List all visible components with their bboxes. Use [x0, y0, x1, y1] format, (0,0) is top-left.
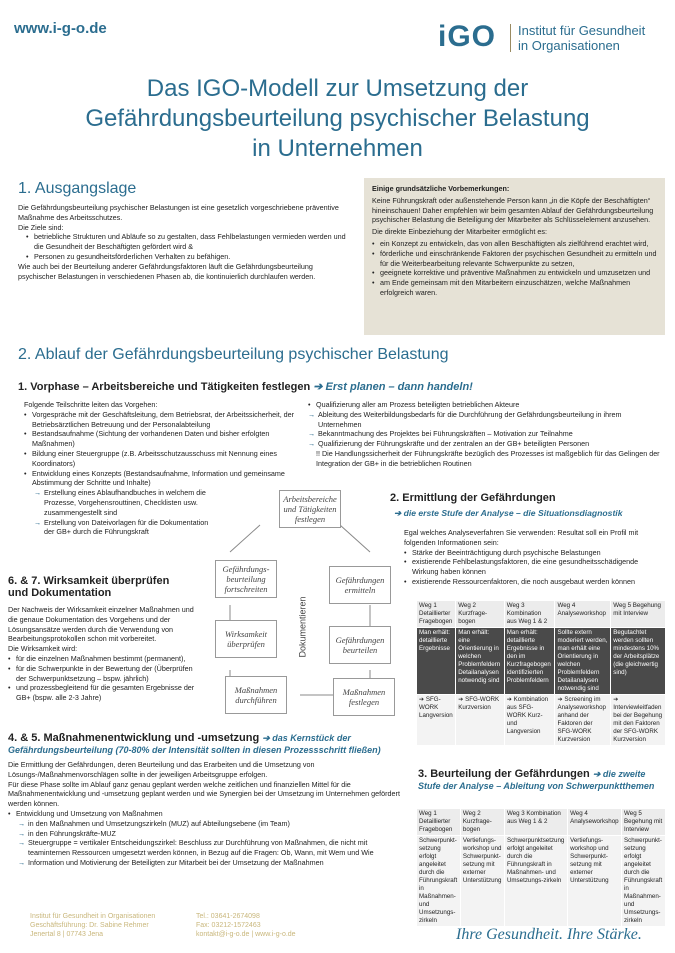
list-item: → Erstellung von Dateivorlagen für die Dokumentation der GB+ durch die Führungskraft — [34, 518, 219, 538]
phase-3-heading — [418, 768, 668, 792]
table-cell: Weg 3 Kombination aus Weg 1 & 2 — [504, 809, 567, 836]
table-cell: Weg 4 Analyseworkshop — [568, 809, 622, 836]
table-cell: Weg 4 Analyseworkshop — [555, 601, 611, 628]
cycle-box-arbeitsbereiche: Arbeitsbereiche und Tätigkeiten festlegen — [279, 490, 341, 528]
ermittlung-table — [416, 600, 666, 746]
list-item: → in den Führungskräfte-MUZ — [18, 829, 406, 839]
section-1-goals — [18, 232, 352, 261]
phase-67-heading — [8, 575, 169, 599]
list-item: → Erstellung eines Ablaufhandbuches in welchem die Prozesse, Vorgehensrouttinen, Checklisten usw. zusammengestellt sind — [34, 488, 219, 517]
phase-1-note: !! Die Handlungssicherheit der Führungskräfte bezüglich des Prozesses ist maßgeblich für das Gelingen der Integration der GB+ in die betrieblichen Routinen — [316, 448, 660, 468]
phase-2-intro: Egal welches Analyseverfahren Sie verwenden: Resultat soll ein Profil mit folgenden Informationen sein: — [404, 528, 639, 547]
phase-1-heading — [18, 380, 658, 393]
phase-45-arrow-text: ➔ das Kernstück der Gefährdungsbeurteilung (70-80% der Intensität sollten in diesen Prozessschritt fließen) — [8, 733, 381, 755]
logo-text — [518, 23, 645, 53]
table-cell: Man erhält: detaillierte Ergebnisse — [417, 628, 456, 695]
phase-45-body — [8, 760, 406, 868]
page-title — [0, 74, 675, 164]
phase-1-intro: Folgende Teilschritte leiten das Vorgehen: — [24, 400, 158, 409]
phase-45-list — [8, 809, 406, 819]
table-cell: Begutachtet werden sollten mindestens 10% der Arbeitsplätze (die gleichwertig sind) — [611, 628, 666, 695]
table-cell: Weg 3 Kombination aus Weg 1 & 2 — [504, 601, 555, 628]
logo-line-1: Institut für Gesundheit — [518, 23, 646, 38]
phase-67-body — [8, 605, 204, 703]
title-line-2: Gefährdungsbeurteilung psychischer Belastung — [85, 105, 590, 132]
table-cell: ➔ Screening im Analyseworkshop anhand der Faktoren der SFG-WORK Kurzversion — [555, 695, 611, 746]
title-line-1: Das IGO-Modell zur Umsetzung der — [146, 75, 529, 102]
cycle-box-ermitteln: Gefährdungen ermitteln — [329, 566, 391, 604]
list-item: → Steuergruppe = vertikaler Entscheidungszirkel: Beschluss zur Durchführung von Maßnahmen, die nicht mit teaminternen Ressourcen umgesetzt werden können, in Bezug auf die Fragen: Ob, Wann, mit Wem und Wie — [18, 838, 406, 858]
list-item: • und prozessbegleitend für die gesamten Ergebnisse der GB+ (bspw. alle 2-3 Jahre) — [8, 683, 204, 703]
logo-divider — [510, 24, 511, 52]
list-item: • Bestandsaufnahme (Sichtung der vorhandenen Daten und bisher erfolgten Maßnahmen) — [24, 429, 306, 449]
phase-67-p1: Der Nachweis der Wirksamkeit einzelner Maßnahmen und die genaue Dokumentation des Vorgehens und der Lösungsansätze werden durch die Verwendung von Bearbeitungsprotokollen schon mit vorbereitet. — [8, 605, 194, 644]
table-cell: Weg 1 Detaillierter Fragebogen — [417, 601, 456, 628]
phase-3-arrow-text: ➔ die zweite Stufe der Analyse – Ableitung von Schwerpunktthemen — [418, 769, 655, 791]
cycle-diagram — [205, 490, 395, 720]
list-item: • betriebliche Strukturen und Abläufe so zu gestalten, dass Fehlbelastungen vermieden werden und die Gesundheit der Beschäftigten gefördert wird & — [26, 232, 352, 252]
section-1-body — [18, 203, 352, 281]
list-item: → Bekanntmachung des Projektes bei Führungskräften – Motivation zur Teilnahme — [308, 429, 660, 439]
section-1-goals-label: Die Ziele sind: — [18, 222, 64, 232]
igo-logo — [438, 20, 668, 60]
title-line-3: in Unternehmen — [252, 135, 423, 162]
phase-67-label: Die Wirksamkeit wird: — [8, 644, 78, 654]
list-item: • geeignete korrektive und präventive Maßnahmen zu entwickeln und umzusetzen und — [372, 268, 657, 278]
list-item: • für die einzelnen Maßnahmen bestimmt (permanent), — [8, 654, 204, 664]
phase-45-p2: Für diese Phase sollte im Ablauf ganz genau geplant werden welche zeitlichen und finanziellen Mittel für die Maßnahmenentwicklung und -umsetzung geplant werden und wie Synergien bei der Umsetzung im Unternehmen gefördert werden können. — [8, 779, 400, 809]
table-cell: Man erhält: detaillierte Ergebnisse in den im Kurzfragebogen identifizierten Problemfeldern — [504, 628, 555, 695]
phase-1-right-list — [308, 400, 660, 410]
phase-1-right — [308, 400, 660, 469]
phase-45-sublist — [8, 819, 406, 868]
table-cell: Vertiefungs-workshop und Schwerpunkt-setzung mit externer Unterstützung — [460, 836, 504, 927]
list-item: • für die Schwerpunkte in der Bewertung der (Überprüfen der Schwerpunktsetzung – bspw. jährlich) — [8, 664, 204, 684]
list-item: → Ableitung des Weiterbildungsbedarfs für die Durchführung der Gefährdungsbeurteilung in ihrem Unternehmen — [308, 410, 660, 430]
list-item: → Qualifizierung der Führungskräfte und der zentralen an der GB+ beteiligten Personen — [308, 439, 660, 449]
phase-1-arrow-text: ➔ Erst planen – dann handeln! — [313, 381, 473, 393]
list-item: • Bildung einer Steuergruppe (z.B. Arbeitsschutzausschuss mit Nennung eines Koordinators) — [24, 449, 306, 469]
hint-heading: Einige grundsätzliche Vorbemerkungen: — [372, 184, 510, 193]
footer-line: Institut für Gesundheit in Organisationen — [30, 913, 156, 920]
list-item: • ein Konzept zu entwickeln, das von allen Beschäftigten als zielführend erachtet wird, — [372, 239, 657, 249]
list-item: → in den Maßnahmen und Umsetzungszirkeln (MUZ) auf Abteilungsebene (im Team) — [18, 819, 406, 829]
list-item: • Personen zu gesundheitsförderlichen Verhalten zu befähigen. — [26, 252, 352, 262]
phase-1-title: 1. Vorphase – Arbeitsbereiche und Tätigkeiten festlegen — [18, 381, 311, 393]
website-url[interactable]: www.i-g-o.de — [14, 20, 107, 37]
table-cell: Schwerpunktsetzung erfolgt angeleitet durch die Führungskraft in Maßnahmen- und Umsetzungs-zirkeln — [504, 836, 567, 927]
footer-contact — [196, 912, 296, 939]
cycle-box-festlegen: Maßnahmen festlegen — [333, 678, 395, 716]
table-cell: ➔ SFG-WORK Kurzversion — [456, 695, 505, 746]
cycle-center-label: Dokumentieren — [298, 596, 308, 658]
phase-45-title: 4. & 5. Maßnahmenentwicklung und -umsetzung — [8, 732, 260, 744]
table-cell: Schwerpunkt-setzung erfolgt angeleitet durch die Führungskraft in Maßnahmen- und Umsetzungs-zirkeln — [622, 836, 666, 927]
cycle-box-durchfuehren: Maßnahmen durchführen — [225, 676, 287, 714]
table-cell: Schwerpunkt-setzung erfolgt angeleitet durch die Führungskraft in Maßnahmen- und Umsetzungs-zirkeln — [417, 836, 461, 927]
phase-45-p1: Die Ermittlung der Gefährdungen, deren Beurteilung und das Erarbeiten und die Umsetzung von Lösungs-/Maßnahmenvorschlägen sollte in der jeweiligen Arbeitsgruppe erfolgen. — [8, 760, 315, 779]
section-1-p1: Die Gefährdungsbeurteilung psychischer Belastungen ist eine gesetzlich vorgeschriebene präventive Maßnahme des Arbeitsschutzes. — [18, 203, 339, 222]
hint-p2: Die direkte Einbeziehung der Mitarbeiter ermöglicht es: — [372, 227, 547, 237]
table-cell: Vertiefungs-workshop und Schwerpunkt-setzung mit externer Unterstützung — [568, 836, 622, 927]
phase-2-heading: 2. Ermittlung der Gefährdungen — [390, 492, 556, 504]
table-cell: Weg 2 Kurzfrage-bogen — [456, 601, 505, 628]
logo-line-2: in Organisationen — [518, 38, 620, 53]
phase-3-title: 3. Beurteilung der Gefährdungen — [418, 768, 590, 780]
list-item: • am Ende gemeinsam mit den Mitarbeitern einzuschätzen, welche Maßnahmen erfolgreich waren. — [372, 278, 657, 298]
table-cell: ➔ SFG-WORK Langversion — [417, 695, 456, 746]
footer-line: Fax: 03212-1572463 — [196, 922, 261, 929]
phase-45-heading — [8, 732, 408, 756]
list-item: • existierende Ressourcenfaktoren, die noch ausgebaut werden können — [404, 577, 666, 587]
table-cell: Weg 5 Begehung mit Interview — [622, 809, 666, 836]
cycle-box-fortschreiben: Gefährdungs-beurteilung fortschreiten — [215, 560, 277, 598]
list-item: • Qualifizierung aller am Prozess beteiligten betrieblichen Akteure — [308, 400, 660, 410]
table-cell: Weg 2 Kurzfrage-bogen — [460, 809, 504, 836]
phase-67-title-2: und Dokumentation — [8, 587, 112, 599]
hint-box — [364, 178, 665, 335]
list-item: → Information und Motivierung der Beteiligten zur Mitarbeit bei der Umsetzung der Maßnahmen — [18, 858, 406, 868]
list-item: • Vorgespräche mit der Geschäftsleitung, dem Betriebsrat, der Arbeitssicherheit, der Betriebsärztlichen Betreuung und der Personalabteilung — [24, 410, 306, 430]
list-item: • Stärke der Beeinträchtigung durch psychische Belastungen — [404, 548, 666, 558]
phase-67-title-1: 6. & 7. Wirksamkeit überprüfen — [8, 575, 170, 587]
table-cell: ➔ Interviewleitfaden bei der Begehung mit den Faktoren der SFG-WORK Kurzversion — [611, 695, 666, 746]
footer-line: Geschäftsführung: Dr. Sabine Rehmer — [30, 922, 149, 929]
table-cell: Sollte extern moderiert werden, man erhält eine Orientierung in welchen Problemfeldern Detailanalysen notwendig sind — [555, 628, 611, 695]
beurteilung-table — [416, 808, 666, 927]
phase-2-body — [404, 528, 666, 587]
phase-1-right-sublist — [308, 410, 660, 449]
phase-2-arrow-text: ➔ die erste Stufe der Analyse – die Situationsdiagnostik — [394, 508, 623, 518]
footer-contact-link[interactable]: kontakt@i-g-o.de | www.i-g-o.de — [196, 931, 296, 938]
hint-p1: Keine Führungskraft oder außenstehende Person kann „in die Köpfe der Beschäftigten“ hineinschauen! Daher empfehlen wir beim gesamten Ablauf der Gefährdungsbeurteilung psychischer Belastung die Beteiligung der Mitarbeiter als Schlüsselelement anzusehen. — [372, 195, 654, 225]
table-cell: Man erhält: eine Orientierung in welchen Problemfeldern Detailanalysen notwendig sind — [456, 628, 505, 695]
table-cell: Weg 5 Begehung mit Interview — [611, 601, 666, 628]
table-cell: ➔ Kombination aus SFG-WORK Kurz- und Langversion — [504, 695, 555, 746]
section-1-p2: Wie auch bei der Beurteilung anderer Gefährdungsfaktoren läuft die Gefährdungsbeurteilung psychischer Belastungen in verschiedenen Phasen ab, die kontinuierlich durchlaufen werden. — [18, 261, 316, 281]
phase-1-list — [24, 410, 306, 488]
table-cell: Weg 1 Detaillierter Fragebogen — [417, 809, 461, 836]
phase-67-list — [8, 654, 204, 703]
logo-mark: iGO — [438, 20, 497, 53]
phase-1-sublist — [24, 488, 219, 537]
list-item: • Entwicklung und Umsetzung von Maßnahmen — [8, 809, 406, 819]
list-item: • Entwicklung eines Konzepts (Bestandsaufnahme, Information und gemeinsame Abstimmung der Schritte und Inhalte) — [24, 469, 306, 489]
section-2-heading: 2. Ablauf der Gefährdungsbeurteilung psychischer Belastung — [18, 346, 449, 363]
footer-line: Jenertal 8 | 07743 Jena — [30, 931, 104, 938]
list-item: • förderliche und einschränkende Faktoren der psychischen Gesundheit zu ermitteln und für die Weiterbearbeitung relevante Schwerpunkte zu setzen, — [372, 249, 657, 269]
cycle-box-beurteilen: Gefährdungen beurteilen — [329, 626, 391, 664]
phase-2-list — [404, 548, 666, 587]
footer-address — [30, 912, 155, 939]
footer-slogan: Ihre Gesundheit. Ihre Stärke. — [456, 926, 642, 943]
hint-list — [372, 239, 657, 298]
list-item: • existierende Fehlbelastungsfaktoren, die eine gesundheitsschädigende Wirkung haben können — [404, 557, 666, 577]
footer-line: Tel.: 03641-2674098 — [196, 913, 260, 920]
section-1-heading: 1. Ausgangslage — [18, 180, 137, 197]
cycle-box-wirksamkeit: Wirksamkeit überprüfen — [215, 620, 277, 658]
